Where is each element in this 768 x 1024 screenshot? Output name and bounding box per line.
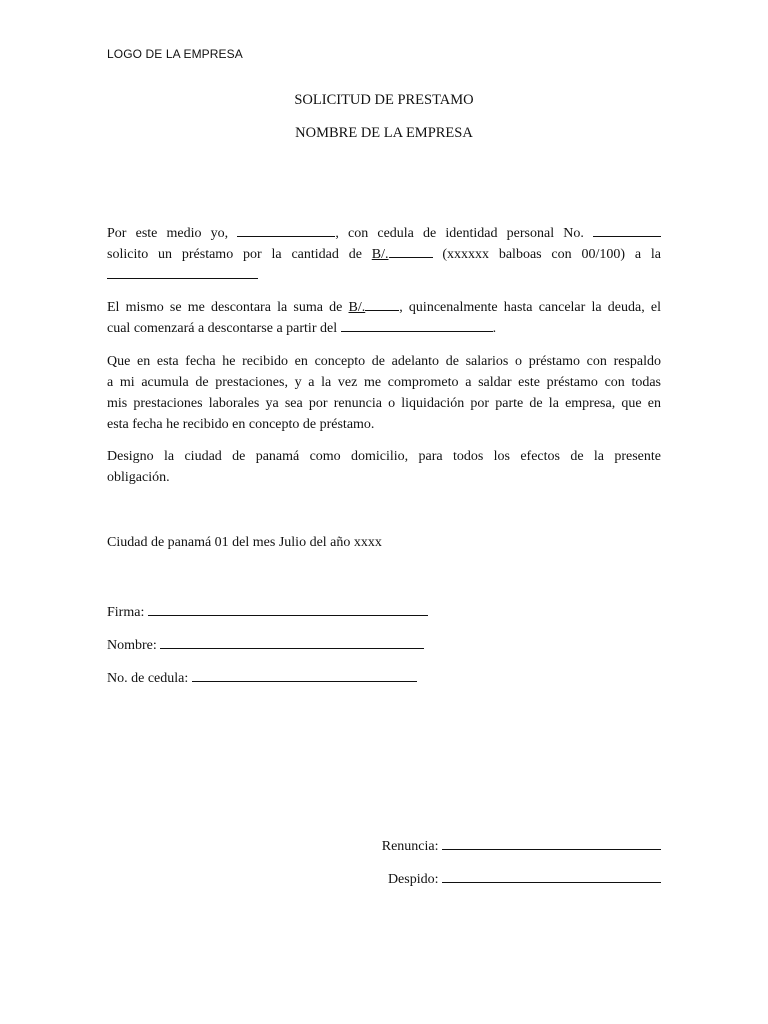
paragraph-line: a mi acumula de prestaciones, y a la vez me comprometo a saldar este préstamo con todas [107, 375, 661, 390]
paragraph-text: . [492, 321, 497, 336]
id-field[interactable] [192, 667, 417, 682]
id-label: No. de cedula: [107, 671, 189, 686]
company-logo-placeholder: LOGO DE LA EMPRESA [107, 47, 243, 61]
currency-label: B/. [371, 247, 389, 262]
resignation-field[interactable] [442, 835, 661, 850]
paragraph-text: , quincenalmente hasta cancelar la deuda, el [399, 300, 661, 315]
paragraph-text: cual comenzará a descontarse a partir del [107, 321, 338, 336]
paragraph-line: Que en esta fecha he recibido en concepto de adelanto de salarios o préstamo con respaldo [107, 354, 661, 369]
paragraph-text: (xxxxxx balboas con 00/100) a la [442, 247, 662, 262]
paragraph-line [107, 223, 661, 244]
paragraph-text: El mismo se me descontara la suma de [107, 300, 343, 315]
name-label: Nombre: [107, 638, 157, 653]
name-blank [237, 224, 335, 237]
paragraph-line: esta fecha he recibido en concepto de préstamo. [107, 417, 375, 432]
document-title: SOLICITUD DE PRESTAMO [294, 92, 474, 108]
date-line: Ciudad de panamá 01 del mes Julio del año xxxx [107, 535, 382, 550]
paragraph-text: solicito un préstamo por la cantidad de [107, 247, 362, 262]
deduction-amount-blank [365, 298, 399, 311]
name-row [107, 634, 424, 654]
signature-field[interactable] [148, 601, 428, 616]
recipient-blank [107, 266, 258, 279]
paragraph-loan-request [107, 223, 661, 286]
paragraph-line: mis prestaciones laborales ya sea por renuncia o liquidación por parte de la empresa, que en [107, 396, 661, 411]
currency-label: B/. [348, 300, 366, 315]
id-number-blank [593, 224, 661, 237]
paragraph-line [107, 318, 661, 339]
paragraph-deduction [107, 297, 661, 339]
signature-row [107, 601, 428, 621]
paragraph-text: Por este medio yo, [107, 226, 229, 241]
dismissal-row [388, 868, 661, 888]
amount-blank [389, 245, 433, 258]
name-field[interactable] [160, 634, 424, 649]
signature-label: Firma: [107, 605, 145, 620]
dismissal-field[interactable] [442, 868, 661, 883]
paragraph-line: Designo la ciudad de panamá como domicilio, para todos los efectos de la presente [107, 449, 661, 464]
paragraph-line: obligación. [107, 470, 170, 485]
paragraph-domicile [107, 446, 661, 488]
dismissal-label: Despido: [387, 872, 439, 887]
company-name-title: NOMBRE DE LA EMPRESA [295, 125, 473, 141]
paragraph-text: , con cedula de identidad personal No. [335, 226, 584, 241]
paragraph-line [107, 265, 661, 286]
paragraph-commitment [107, 351, 661, 435]
start-date-blank [341, 319, 493, 332]
resignation-row [382, 835, 661, 855]
resignation-label: Renuncia: [381, 839, 439, 854]
id-row [107, 667, 417, 687]
paragraph-line [107, 297, 661, 318]
paragraph-line [107, 244, 661, 265]
